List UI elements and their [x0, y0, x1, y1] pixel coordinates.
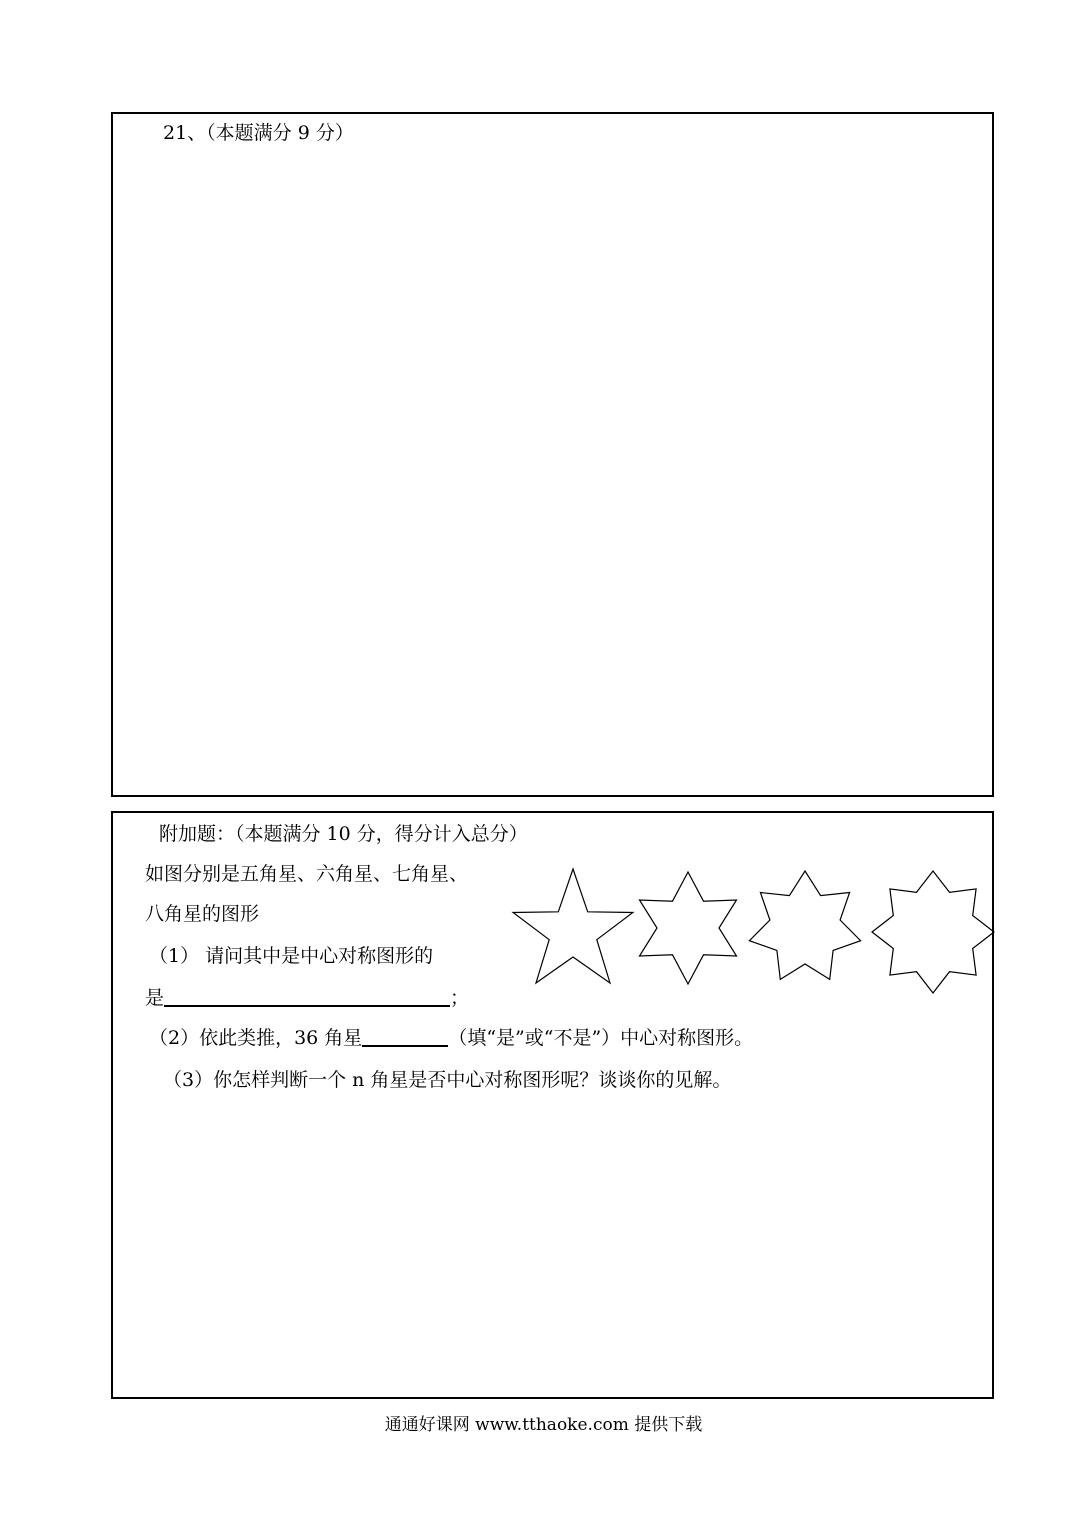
bonus-q3: （3）你怎样判断一个 n 角星是否中心对称图形呢？谈谈你的见解。: [163, 1069, 732, 1091]
question-21-header: 21、（本题满分 9 分）: [163, 122, 354, 144]
question-21-box: [111, 112, 994, 797]
bonus-header: 附加题：（本题满分 10 分，得分计入总分）: [159, 823, 528, 845]
six-pointed-star: [640, 872, 737, 984]
seven-pointed-star: [749, 871, 860, 979]
five-pointed-star: [513, 869, 633, 983]
bonus-intro-line1: 如图分别是五角星、六角星、七角星、: [145, 863, 469, 885]
q1-prefix: 是: [145, 987, 165, 1009]
q2-suffix: （填“是”或“不是”）中心对称图形。: [448, 1027, 754, 1049]
q1-suffix: ；: [450, 987, 470, 1009]
q2-answer-blank[interactable]: [362, 1027, 448, 1047]
bonus-intro-line2: 八角星的图形: [145, 903, 260, 925]
q2-prefix: （2）依此类推，36 角星: [149, 1027, 363, 1049]
bonus-q1-line2: [145, 987, 469, 1009]
bonus-q2: [149, 1027, 753, 1049]
star-figures: [505, 862, 995, 998]
footer-text: 通通好课网 www.tthaoke.com 提供下载: [384, 1415, 703, 1435]
q1-answer-blank[interactable]: [164, 987, 450, 1007]
bonus-q1-line1: （1） 请问其中是中心对称图形的: [149, 945, 434, 967]
eight-pointed-star: [872, 871, 994, 993]
